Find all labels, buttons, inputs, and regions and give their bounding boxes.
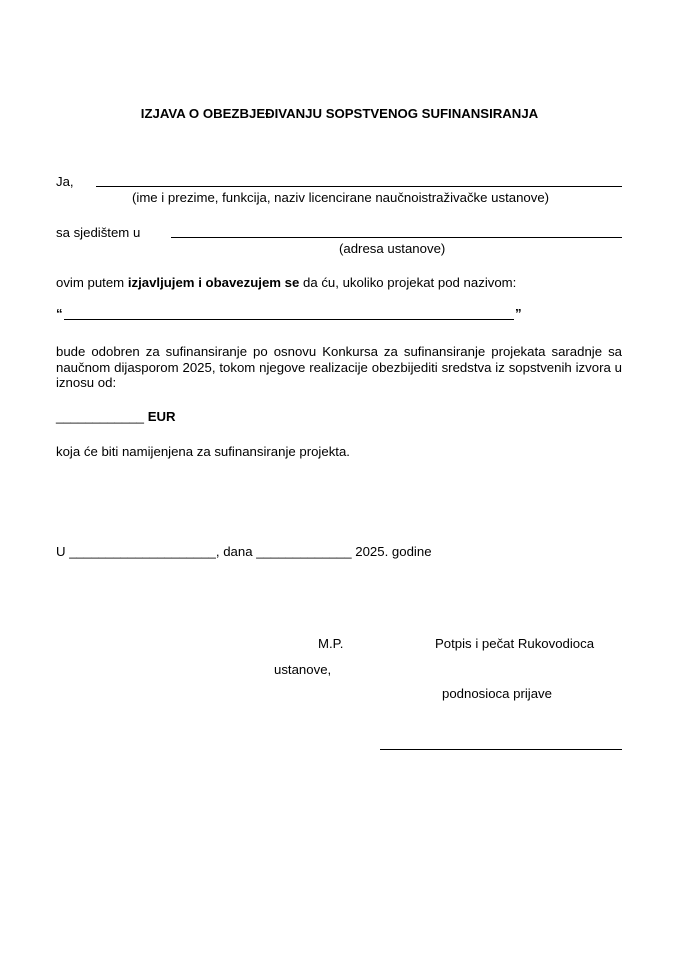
- signature-line[interactable]: [380, 749, 622, 750]
- amount-blank[interactable]: ____________: [56, 409, 145, 424]
- name-field-line[interactable]: [96, 186, 622, 187]
- amount-row: [56, 409, 176, 424]
- name-field-caption: (ime i prezime, funkcija, naziv licencirane naučnoistraživačke ustanove): [132, 190, 550, 205]
- signature-label-line2: ustanove,: [274, 662, 332, 677]
- purpose-text: koja će biti namijenjena za sufinansiranje projekta.: [56, 444, 350, 459]
- project-open-quote: “: [56, 306, 63, 321]
- place-prefix: U: [56, 544, 66, 559]
- commitment-paragraph: bude odobren za sufinansiranje po osnovu Konkursa za sufinansiranje projekata saradnje sa naučnom dijasporom 2025, tokom njegove realizacije obezbijediti sredstva iz sopstvenih izvora u iznosu od:: [56, 344, 622, 390]
- date-blank[interactable]: _____________: [256, 544, 352, 559]
- declaration-pre: ovim putem: [56, 275, 128, 290]
- project-name-field-line[interactable]: [64, 319, 514, 320]
- address-prefix: sa sjedištem u: [56, 225, 141, 240]
- signature-label-line1: Potpis i pečat Rukovodioca: [435, 636, 595, 651]
- address-field-line[interactable]: [171, 237, 622, 238]
- year-suffix: 2025. godine: [355, 544, 432, 559]
- place-date-row: [56, 544, 432, 559]
- signature-label-line3: podnosioca prijave: [442, 686, 552, 701]
- declaration-post: da ću, ukoliko projekat pod nazivom:: [299, 275, 517, 290]
- address-field-caption: (adresa ustanove): [339, 241, 446, 256]
- place-blank[interactable]: ____________________: [69, 544, 216, 559]
- declaration-bold: izjavljujem i obavezujem se: [127, 275, 300, 290]
- name-prefix: Ja,: [56, 174, 74, 189]
- date-middle: , dana: [215, 544, 253, 559]
- declaration-sentence: [56, 275, 516, 290]
- page-title: IZJAVA O OBEZBJEĐIVANJU SOPSTVENOG SUFINANSIRANJA: [140, 106, 539, 121]
- stamp-label: M.P.: [318, 636, 344, 651]
- amount-currency: EUR: [147, 409, 176, 424]
- project-close-quote: ”: [515, 306, 522, 321]
